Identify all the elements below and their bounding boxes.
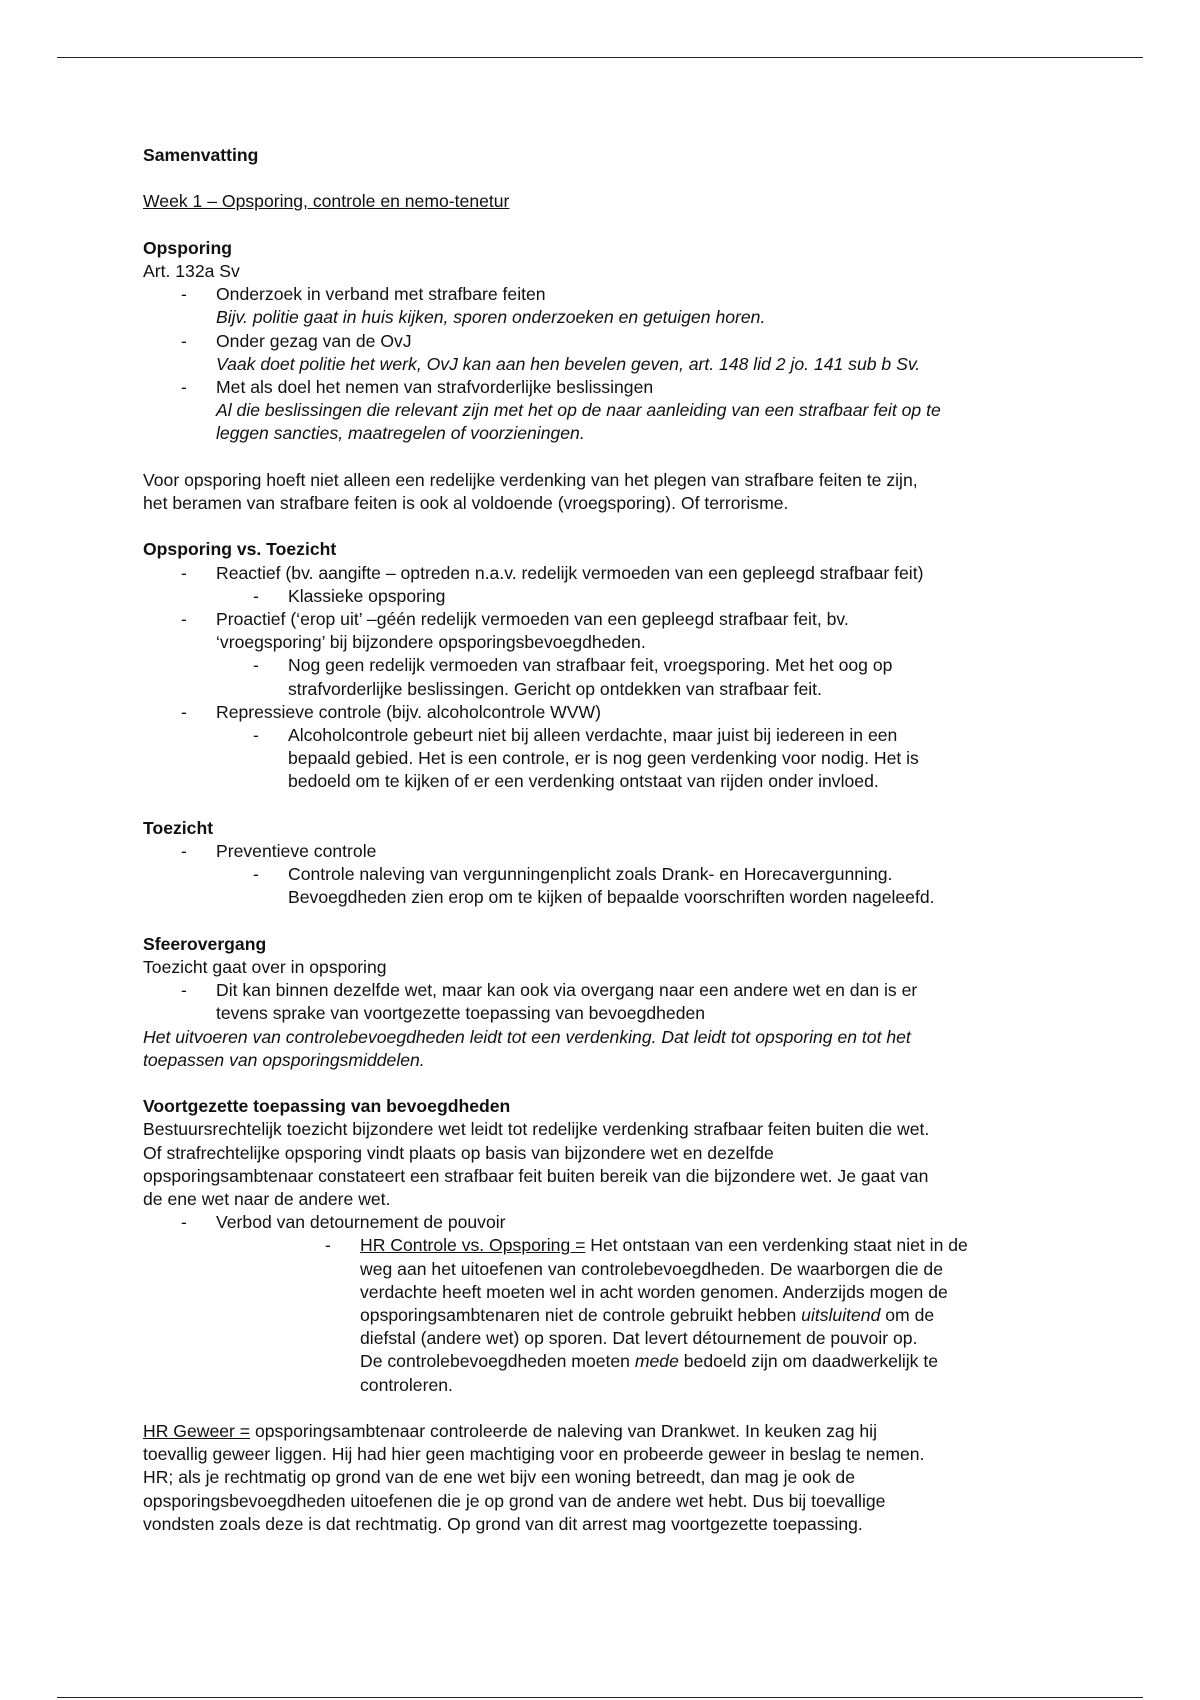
list-item-text: - Preventieve controle (216, 841, 377, 862)
section-heading-sfeerovergang: Sfeerovergang (143, 933, 267, 954)
week-heading: Week 1 – Opsporing, controle en nemo-tenetur (143, 191, 510, 212)
section-heading-vs: Opsporing vs. Toezicht (143, 539, 337, 560)
sub-list-item-text: - Controle naleving van vergunningenplicht zoals Drank- en Horecavergunning. (288, 864, 893, 885)
list-item-text: - Onder gezag van de OvJ (216, 330, 412, 351)
paragraph: Bestuursrechtelijk toezicht bijzondere wet leidt tot redelijke verdenking strafbaar feiten buiten die wet. (143, 1119, 930, 1140)
emphasis: uitsluitend (801, 1305, 881, 1326)
case-label: HR Controle vs. Opsporing = (360, 1235, 586, 1256)
list-item-text: - Dit kan binnen dezelfde wet, maar kan ook via overgang naar een andere wet en dan is er (216, 980, 918, 1001)
sub-list-item (143, 863, 1083, 909)
paragraph: Toezicht gaat over in opsporing (143, 957, 387, 978)
article-reference: Art. 132a Sv (143, 260, 240, 281)
list-item-note: Vaak doet politie het werk, OvJ kan aan hen bevelen geven, art. 148 lid 2 jo. 141 sub b Sv. (216, 353, 921, 374)
list-item-text: - Verbod van detournement de pouvoir (216, 1212, 506, 1233)
case-note-line: controleren. (360, 1374, 453, 1395)
paragraph: Of strafrechtelijke opsporing vindt plaats op basis van bijzondere wet en dezelfde (143, 1142, 774, 1163)
section-heading-opsporing: Opsporing (143, 237, 232, 258)
case-text: opsporingsambtenaar controleerde de naleving van Drankwet. In keuken zag hij (250, 1421, 877, 1442)
case-text: opsporingsambtenaren niet de controle gebruikt hebben (360, 1305, 802, 1326)
sub-list-item-text: strafvorderlijke beslissingen. Gericht op ontdekken van strafbaar feit. (288, 678, 822, 699)
case-note-line (360, 1350, 1083, 1373)
paragraph: de ene wet naar de andere wet. (143, 1189, 391, 1210)
sub-list-item-text: - Klassieke opsporing (288, 585, 446, 606)
sub-list-item-text: bedoeld om te kijken of er een verdenking ontstaat van rijden onder invloed. (288, 771, 879, 792)
sub-list-item (143, 654, 1083, 700)
case-label: HR Geweer = (143, 1421, 251, 1442)
paragraph: opsporingsambtenaar constateert een strafbaar feit buiten bereik van die bijzondere wet. Je gaat van (143, 1165, 929, 1186)
case-paragraph-line (143, 1420, 1083, 1443)
case-note-line (360, 1234, 1083, 1257)
list-item (143, 701, 1083, 724)
header-rule (57, 57, 1143, 58)
list-item (143, 1211, 1083, 1234)
sub-list-item-text: - Nog geen redelijk vermoeden van strafbaar feit, vroegsporing. Met het oog op (288, 655, 893, 676)
list-item (143, 979, 1083, 1025)
list-item (143, 330, 1083, 376)
case-text: bedoeld zijn om daadwerkelijk te (678, 1351, 939, 1372)
list-item (143, 840, 1083, 863)
italic-paragraph: toepassen van opsporingsmiddelen. (143, 1049, 425, 1070)
list-item-text: ‘vroegsporing’ bij bijzondere opsporingsbevoegdheden. (216, 632, 646, 653)
sub-list-item-text: bepaald gebied. Het is een controle, er is nog geen verdenking voor nodig. Het is (288, 748, 919, 769)
paragraph: Voor opsporing hoeft niet alleen een redelijke verdenking van het plegen van strafbare feiten te zijn, (143, 469, 918, 490)
case-text: om de (880, 1305, 935, 1326)
list-item-note: leggen sancties, maatregelen of voorzieningen. (216, 423, 585, 444)
sub-list-item-text: Bevoegdheden zien erop om te kijken of bepaalde voorschriften worden nageleefd. (288, 887, 935, 908)
case-paragraph-line: opsporingsbevoegdheden uitoefenen die je op grond van de andere wet hebt. Dus bij toevallige (143, 1490, 886, 1511)
list-item-text: - Met als doel het nemen van strafvorderlijke beslissingen (216, 377, 654, 397)
list-item (143, 608, 1083, 654)
case-text: De controlebevoegdheden moeten (360, 1351, 635, 1372)
document-body (143, 144, 1083, 1536)
list-item-text: tevens sprake van voortgezette toepassing van bevoegdheden (216, 1003, 706, 1024)
emphasis: mede (634, 1351, 679, 1372)
case-note-hr-controle (143, 1234, 1083, 1396)
paragraph: het beramen van strafbare feiten is ook al voldoende (vroegsporing). Of terrorisme. (143, 493, 789, 513)
case-note-line: verdachte heeft moeten wel in acht worden genomen. Anderzijds mogen de (360, 1281, 948, 1302)
list-item (143, 376, 1083, 446)
sub-list-item (143, 585, 1083, 608)
list-item (143, 283, 1083, 329)
sub-list-item-text: - Alcoholcontrole gebeurt niet bij alleen verdachte, maar juist bij iedereen in een (288, 725, 898, 746)
case-paragraph-line: vondsten zoals deze is dat rechtmatig. Op grond van dit arrest mag voortgezette toepassing. (143, 1513, 863, 1534)
case-paragraph-line: HR; als je rechtmatig op grond van de ene wet bijv een woning betreedt, dan mag je ook de (143, 1467, 856, 1488)
footer-rule (57, 1697, 1143, 1698)
list-item-note: Al die beslissingen die relevant zijn met het op de naar aanleiding van een strafbaar feit op te (216, 400, 941, 421)
case-text: Het ontstaan van een verdenking staat niet in de (585, 1235, 968, 1256)
list-item-text: - Onderzoek in verband met strafbare feiten (216, 284, 546, 305)
list-item-text: - Reactief (bv. aangifte – optreden n.a.v. redelijk vermoeden van een gepleegd strafbaar feit) (216, 562, 924, 583)
italic-paragraph: Het uitvoeren van controlebevoegdheden leidt tot een verdenking. Dat leidt tot opsporing en tot het (143, 1026, 911, 1047)
case-note-line: diefstal (andere wet) op sporen. Dat levert détournement de pouvoir op. (360, 1328, 918, 1349)
list-item-text: - Repressieve controle (bijv. alcoholcontrole WVW) (216, 701, 601, 722)
list-item (143, 562, 1083, 585)
document-title: Samenvatting (143, 145, 259, 165)
case-note-line (360, 1304, 1083, 1327)
case-note-line: weg aan het uitoefenen van controlebevoegdheden. De waarborgen die de (360, 1258, 943, 1279)
section-heading-voortgezette-toepassing: Voortgezette toepassing van bevoegdheden (143, 1096, 511, 1117)
list-item-note: Bijv. politie gaat in huis kijken, sporen onderzoeken en getuigen horen. (216, 307, 766, 328)
case-paragraph-line: toevallig geweer liggen. Hij had hier geen machtiging voor en probeerde geweer in beslag te nemen. (143, 1444, 925, 1465)
sub-list-item (143, 724, 1083, 794)
section-heading-toezicht: Toezicht (143, 817, 214, 838)
list-item-text: - Proactief (‘erop uit’ –géén redelijk vermoeden van een gepleegd strafbaar feit, bv. (216, 609, 849, 629)
